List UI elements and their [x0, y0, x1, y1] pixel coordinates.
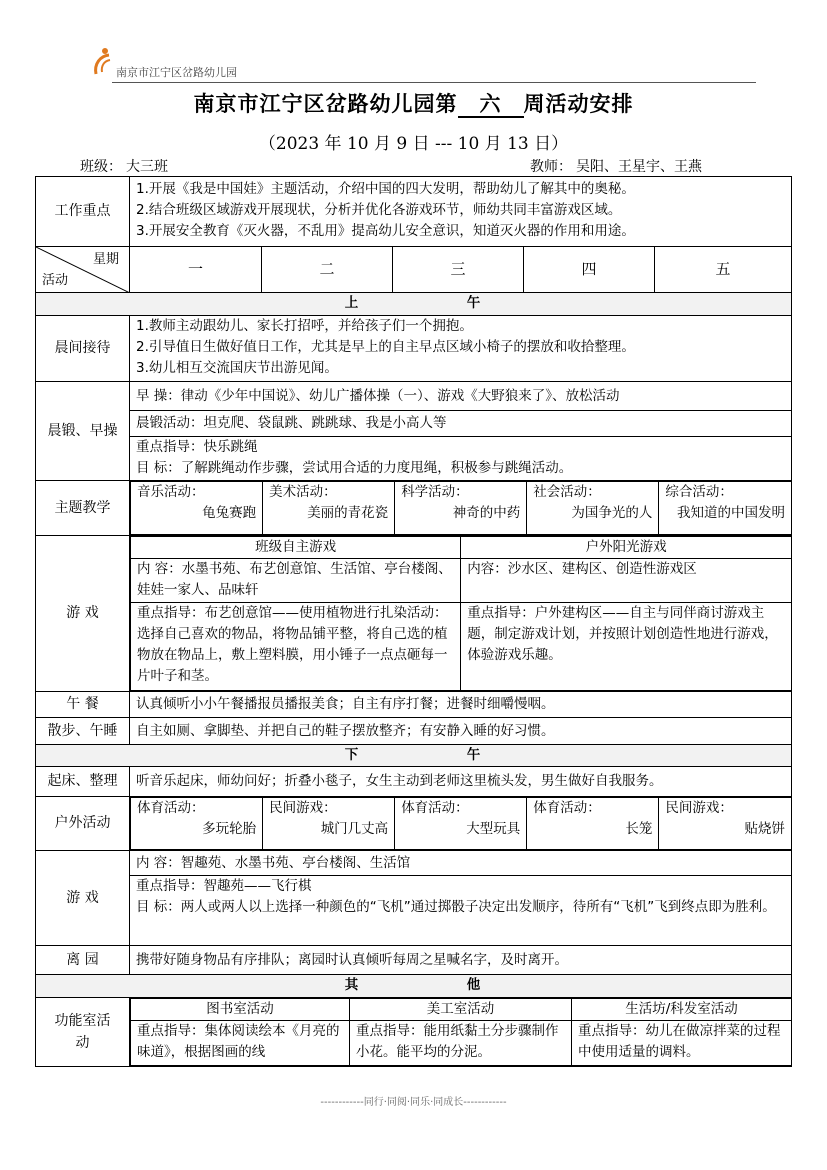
diag-label-activity: 活动: [42, 273, 69, 288]
outdoor-item: 民间游戏： 贴烧饼: [659, 798, 791, 850]
work-focus-line: 2.结合班级区域游戏开展现状，分析并优化各游戏环节，师幼共同丰富游戏区域。: [136, 202, 622, 218]
teacher-label: 教师：: [530, 159, 572, 175]
exercise-line: 早 操：律动《少年中国说》、幼儿广播体操（一）、游戏《大野狼来了》、放松活动: [130, 382, 791, 411]
exercise-line: 晨锻活动：坦克爬、袋鼠跳、跳跳球、我是小高人等: [130, 411, 791, 437]
morning-exercise-row: [36, 382, 792, 481]
wake-row: [36, 767, 792, 797]
library-title: 图书室活动: [131, 999, 350, 1021]
theme-item: 科学活动： 神奇的中药: [395, 482, 527, 535]
day-monday: 一: [130, 247, 262, 293]
theme-item: 音乐活动： 龟兔赛跑: [131, 482, 263, 535]
nap-row: [36, 718, 792, 745]
reception-line: 1.教师主动跟幼儿、家长打招呼，并给孩子们一个拥抱。: [136, 318, 473, 334]
weekday-header-row: [36, 247, 792, 293]
work-focus-label: 工作重点: [36, 177, 130, 247]
theme-item: 综合活动： 我知道的中国发明: [659, 482, 791, 535]
exercise-guidance: 重点指导：快乐跳绳: [136, 439, 258, 455]
nap-label: 散步、午睡: [36, 718, 130, 745]
life-room-content: 重点指导：幼儿在做凉拌菜的过程中使用适量的调料。: [572, 1021, 792, 1066]
work-focus-line: 3.开展安全教育《灭火器，不乱用》提高幼儿安全意识，知道灭火器的作用和用途。: [136, 223, 635, 239]
morning-section-row: [36, 293, 792, 316]
morning-section-header: 上 午: [36, 293, 792, 316]
wake-content: 听音乐起床，师幼问好；折叠小毯子，女生主动到老师这里梳头发，男生做好自我服务。: [130, 767, 792, 797]
lunch-row: [36, 692, 792, 718]
games-am-label: 游 戏: [36, 536, 130, 692]
exercise-goal: 目 标：了解跳绳动作步骤，尝试用合适的力度甩绳，积极参与跳绳活动。: [136, 460, 573, 476]
class-game-guidance: 重点指导：布艺创意馆——使用植物进行扎染活动：选择自己喜欢的物品，将物品铺平整，将自己选的植物放在物品上，敷上塑料膜，用小锤子一点点砸每一片叶子和茎。: [131, 603, 461, 691]
day-thursday: 四: [524, 247, 655, 293]
reception-line: 2.引导值日生做好值日工作，尤其是早上的自主早点区域小椅子的摆放和收拾整理。: [136, 339, 635, 355]
teacher-info: [530, 156, 706, 177]
header-divider: [112, 82, 756, 83]
wake-label: 起床、整理: [36, 767, 130, 797]
work-focus-line: 1.开展《我是中国娃》主题活动，介绍中国的四大发明，帮助幼儿了解其中的奥秘。: [136, 181, 635, 197]
theme-item: 美术活动： 美丽的青花瓷: [263, 482, 395, 535]
outdoor-game-title: 户外阳光游戏: [461, 537, 791, 559]
theme-item: 社会活动： 为国争光的人: [527, 482, 659, 535]
function-room-label: 功能室活动: [36, 998, 130, 1067]
theme-teaching-row: [36, 481, 792, 536]
library-content: 重点指导：集体阅读绘本《月亮的味道》，根据图画的线: [131, 1021, 350, 1066]
games-pm-label: 游 戏: [36, 851, 130, 946]
function-room-row: [36, 998, 792, 1067]
theme-teaching-label: 主题教学: [36, 481, 130, 536]
day-friday: 五: [655, 247, 792, 293]
class-info: [80, 156, 210, 177]
outdoor-item: 民间游戏： 城门几丈高: [263, 798, 395, 850]
work-focus-row: [36, 177, 792, 247]
outdoor-label: 户外活动: [36, 797, 130, 851]
outdoor-row: [36, 797, 792, 851]
morning-exercise-label: 晨锻、早操: [36, 382, 130, 481]
art-room-content: 重点指导：能用纸黏土分步骤制作小花。能平均的分泥。: [350, 1021, 572, 1066]
morning-reception-label: 晨间接待: [36, 316, 130, 382]
title-suffix: 周活动安排: [523, 92, 634, 116]
games-am-row: [36, 536, 792, 692]
leave-row: [36, 946, 792, 975]
games-pm-goal: 目 标：两人或两人以上选择一种颜色的“飞机”通过掷骰子决定出发顺序，待所有“飞机”飞到终点即为胜利。: [136, 899, 776, 915]
class-game-title: 班级自主游戏: [131, 537, 461, 559]
schedule-table: [35, 176, 792, 1067]
school-logo-icon: [92, 46, 114, 76]
games-pm-row: [36, 851, 792, 946]
teacher-value: 吴阳、王星宇、王燕: [572, 156, 706, 177]
day-wednesday: 三: [393, 247, 524, 293]
afternoon-section-row: [36, 745, 792, 767]
diag-label-weekday: 星期: [92, 252, 119, 267]
art-room-title: 美工室活动: [350, 999, 572, 1021]
weekday-diagonal-cell: [36, 247, 130, 293]
games-pm-content: 内 容：智趣苑、水墨书苑、亭台楼阁、生活馆: [130, 851, 791, 876]
outdoor-game-content: 内容：沙水区、建构区、创造性游戏区: [461, 559, 791, 603]
leave-content: 携带好随身物品有序排队；离园时认真倾听每周之星喊名字，及时离开。: [130, 946, 792, 975]
week-number: 六: [458, 92, 524, 118]
life-room-title: 生活坊/科发室活动: [572, 999, 792, 1021]
lunch-content: 认真倾听小小午餐播报员播报美食；自主有序打餐；进餐时细嚼慢咽。: [130, 692, 792, 718]
reception-line: 3.幼儿相互交流国庆节出游见闻。: [136, 360, 338, 376]
day-tuesday: 二: [262, 247, 393, 293]
header-school-name: 南京市江宁区岔路幼儿园: [116, 66, 237, 79]
class-label: 班级：: [80, 159, 122, 175]
other-section-header: 其 他: [36, 975, 792, 998]
title-prefix: 南京市江宁区岔路幼儿园第: [193, 92, 458, 116]
outdoor-item: 体育活动： 多玩轮胎: [131, 798, 263, 850]
nap-content: 自主如厕、拿脚垫、并把自己的鞋子摆放整齐；有安静入睡的好习惯。: [130, 718, 792, 745]
outdoor-game-guidance: 重点指导：户外建构区——自主与同伴商讨游戏主题，制定游戏计划，并按照计划创造性地进行游戏，体验游戏乐趣。: [461, 603, 791, 691]
outdoor-item: 体育活动： 大型玩具: [395, 798, 527, 850]
afternoon-section-header: 下 午: [36, 745, 792, 767]
footer-slogan: ------------同行·同阅·同乐·同成长------------: [320, 1097, 507, 1108]
games-pm-guidance: 重点指导：智趣苑——飞行棋: [136, 878, 312, 894]
lunch-label: 午 餐: [36, 692, 130, 718]
morning-reception-row: [36, 316, 792, 382]
other-section-row: [36, 975, 792, 998]
page-title: [0, 88, 827, 118]
leave-label: 离 园: [36, 946, 130, 975]
outdoor-item: 体育活动： 长笼: [527, 798, 659, 850]
class-game-content: 内 容：水墨书苑、布艺创意馆、生活馆、亭台楼阁、娃娃一家人、品味轩: [131, 559, 461, 603]
class-value: 大三班: [122, 156, 210, 177]
date-range: （2023 年 10 月 9 日 --- 10 月 13 日）: [258, 134, 569, 154]
